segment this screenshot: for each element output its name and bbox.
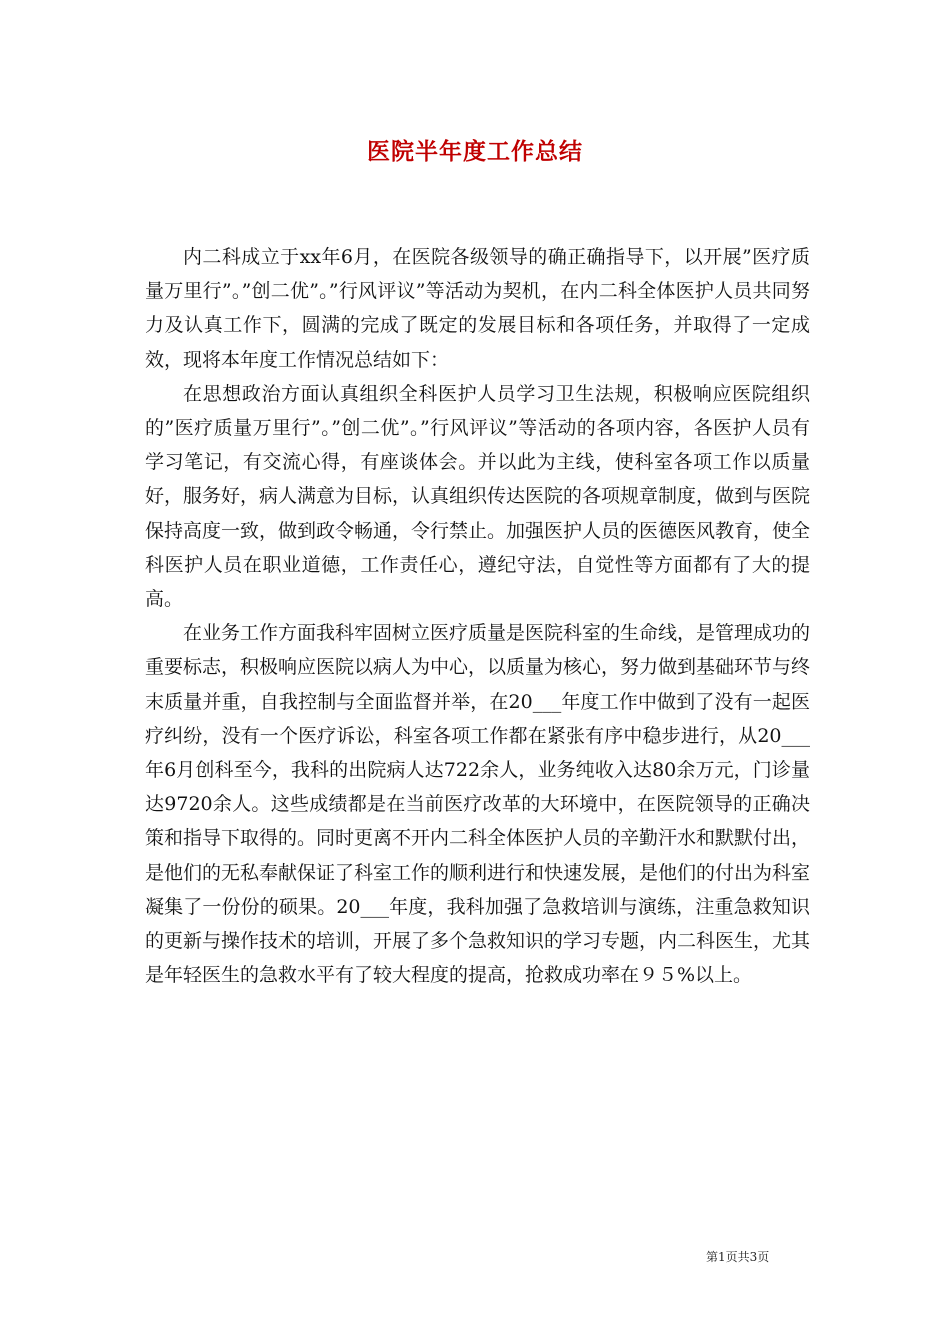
paragraph-intro: 内二科成立于xx年6月，在医院各级领导的确正确指导下，以开展”医疗质量万里行”。”创二优”。”行风评议”等活动为契机，在内二科全体医护人员共同努力及认真工作下，圆满的完成了既定的发展目标和各项任务，并取得了一定成效，现将本年度工作情况总结如下： — [145, 246, 810, 371]
paragraph-business: 在业务工作方面我科牢固树立医疗质量是医院科室的生命线，是管理成功的重要标志，积极响应医院以病人为中心，以质量为核心，努力做到基础环节与终末质量并重，自我控制与全面监督并举，在20___年度工作中做到了没有一起医疗纠纷，没有一个医疗诉讼，科室各项工作都在紧张有序中稳步进行，从20___年6月创科至今，我科的出院病人达722余人，业务纯收入达80余万元，门诊量达9720余人。这些成绩都是在当前医疗改革的大环境中，在医院领导的正确决策和指导下取得的。同时更离不开内二科全体医护人员的辛勤汗水和默默付出，是他们的无私奉献保证了科室工作的顺利进行和快速发展，是他们的付出为科室凝集了一份份的硕果。20___年度，我科加强了急救培训与演练，注重急救知识的更新与操作技术的培训，开展了多个急救知识的学习专题，内二科医生，尤其是年轻医生的急救水平有了较大程度的提高，抢救成功率在９５%以上。 — [145, 622, 811, 987]
page-number-footer: 第1页共3页 — [706, 1250, 770, 1264]
document-body — [145, 240, 810, 992]
paragraph-political: 在思想政治方面认真组织全科医护人员学习卫生法规，积极响应医院组织的”医疗质量万里行”。”创二优”。”行风评议”等活动的各项内容，各医护人员有学习笔记，有交流心得，有座谈体会。并以此为主线，使科室各项工作以质量好，服务好，病人满意为目标，认真组织传达医院的各项规章制度，做到与医院保持高度一致，做到政令畅通，令行禁止。加强医护人员的医德医风教育，使全科医护人员在职业道德，工作责任心，遵纪守法，自觉性等方面都有了大的提高。 — [145, 382, 811, 611]
document-title: 医院半年度工作总结 — [367, 138, 583, 165]
